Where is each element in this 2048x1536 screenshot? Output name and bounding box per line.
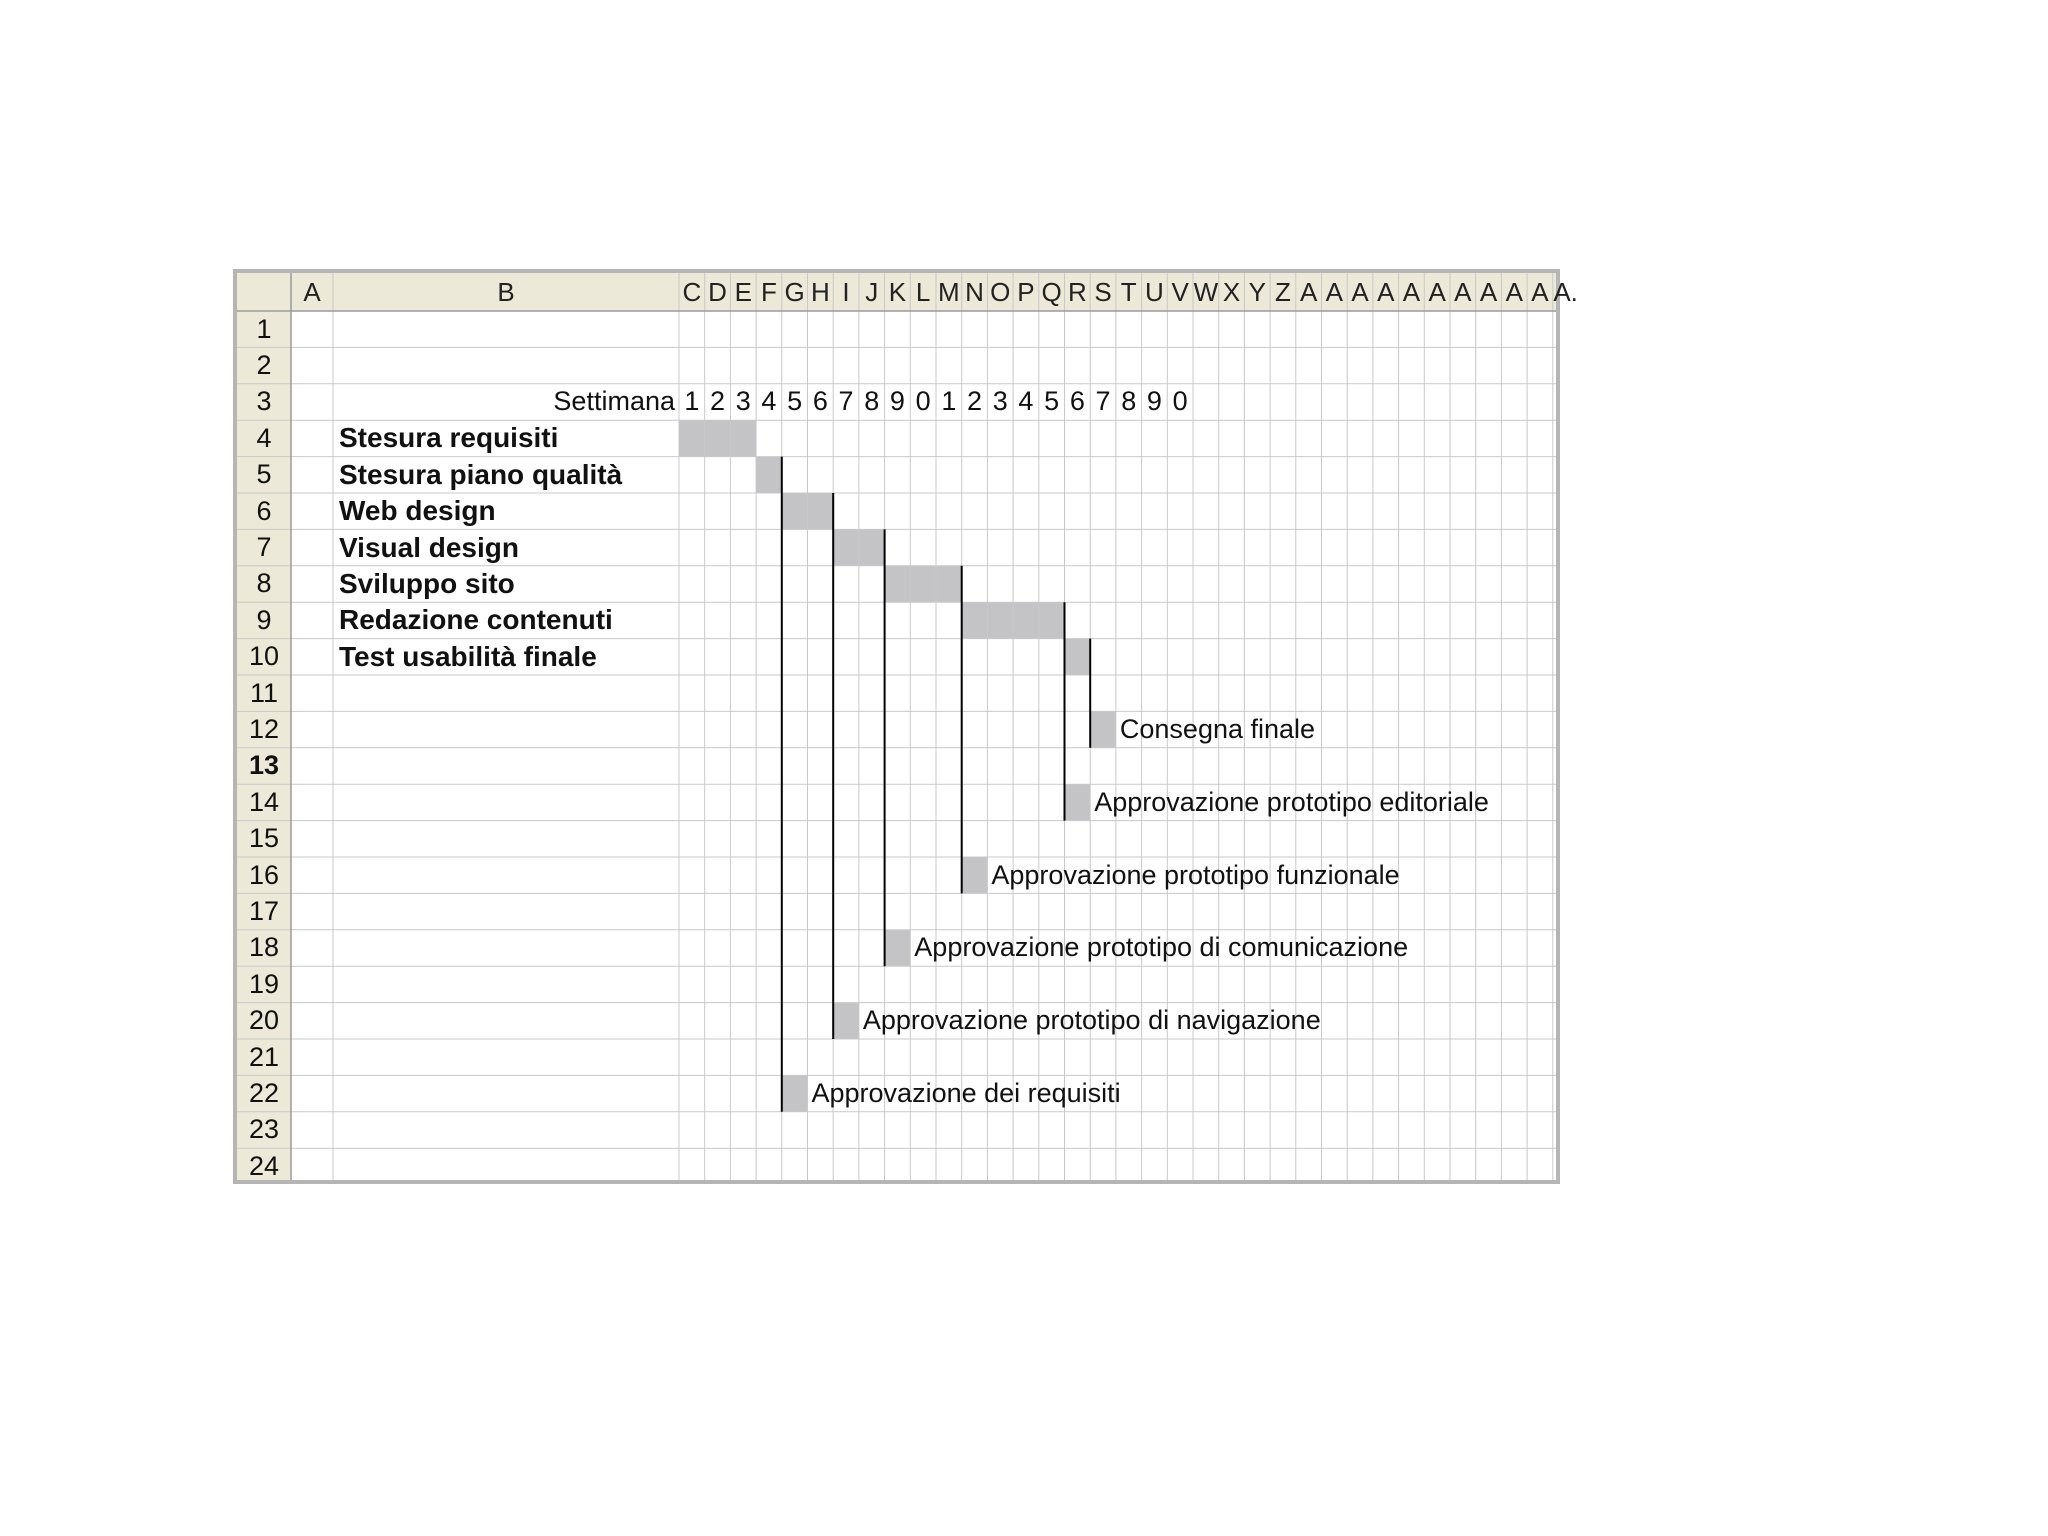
- column-header-cell[interactable]: S: [1094, 277, 1112, 307]
- milestone-label: Approvazione prototipo funzionale: [991, 859, 1400, 890]
- week-number-cell: 1: [941, 386, 957, 417]
- column-header-cell[interactable]: A: [1454, 277, 1472, 307]
- week-number-cell: 7: [838, 386, 854, 417]
- row-header-cell[interactable]: 20: [248, 1005, 280, 1036]
- milestone-marker: [782, 1075, 808, 1111]
- column-header-cell[interactable]: A: [1428, 277, 1446, 307]
- column-header-cell[interactable]: K: [888, 277, 907, 307]
- column-header-cell[interactable]: O: [990, 277, 1011, 307]
- column-header-cell[interactable]: Z: [1274, 277, 1291, 307]
- week-number-cell: 0: [915, 386, 931, 417]
- task-label: Stesura piano qualità: [339, 458, 623, 490]
- column-header-cell[interactable]: A: [1505, 277, 1523, 307]
- task-label: Sviluppo sito: [339, 567, 515, 599]
- column-header-cell[interactable]: X: [1222, 277, 1241, 307]
- milestone-label: Approvazione prototipo di navigazione: [862, 1005, 1321, 1036]
- column-header-cell[interactable]: F: [760, 277, 777, 307]
- week-number-cell: 6: [1069, 386, 1085, 417]
- week-number-cell: 9: [889, 386, 905, 417]
- column-header-cell[interactable]: T: [1120, 277, 1137, 307]
- row-header-cell[interactable]: 7: [256, 532, 272, 563]
- row-header-cell[interactable]: 11: [249, 677, 279, 708]
- week-number-cell: 8: [864, 386, 880, 417]
- column-header-cell[interactable]: U: [1145, 277, 1164, 307]
- milestone-marker: [1065, 784, 1091, 820]
- row-header-cell[interactable]: 5: [256, 459, 272, 490]
- row-header-cell[interactable]: 6: [256, 495, 272, 526]
- column-header-cell[interactable]: M: [938, 277, 960, 307]
- row-header-cell[interactable]: 15: [248, 823, 280, 854]
- row-header-cell[interactable]: 8: [256, 568, 272, 599]
- row-header-cell[interactable]: 16: [248, 859, 280, 890]
- column-header-cell[interactable]: A: [303, 277, 321, 307]
- column-header-cell[interactable]: I: [842, 277, 850, 307]
- row-header-cell[interactable]: 14: [248, 786, 280, 817]
- column-header-cell[interactable]: G: [784, 277, 805, 307]
- column-header-cell[interactable]: A: [1402, 277, 1421, 307]
- row-header-cell[interactable]: 17: [248, 896, 280, 927]
- week-number-cell: 3: [735, 386, 751, 417]
- milestone-marker: [885, 930, 911, 966]
- milestone-label: Approvazione prototipo di comunicazione: [914, 932, 1409, 963]
- week-number-cell: 9: [1146, 386, 1162, 417]
- week-number-cell: 4: [761, 386, 777, 417]
- column-header-cell[interactable]: A: [1377, 277, 1395, 307]
- week-number-cell: 0: [1172, 386, 1188, 417]
- milestone-label: Consegna finale: [1119, 714, 1316, 745]
- column-header-cell[interactable]: E: [734, 277, 752, 307]
- column-header-cell[interactable]: W: [1193, 277, 1219, 307]
- column-header-cell[interactable]: R: [1067, 277, 1087, 307]
- column-header-cell[interactable]: A.: [1553, 277, 1578, 307]
- week-number-cell: 5: [1044, 386, 1060, 417]
- row-header-cell[interactable]: 13: [248, 750, 280, 781]
- column-header-cell[interactable]: Q: [1041, 277, 1062, 307]
- week-number-cell: 1: [684, 386, 700, 417]
- row-header-cell[interactable]: 3: [256, 386, 272, 417]
- milestone-label: Approvazione prototipo editoriale: [1094, 786, 1489, 817]
- week-number-cell: 4: [1018, 386, 1034, 417]
- column-header-cell[interactable]: A: [1299, 277, 1318, 307]
- week-number-cell: 8: [1121, 386, 1137, 417]
- task-bar: [1065, 639, 1091, 675]
- task-label: Web design: [339, 495, 496, 527]
- milestone-marker: [833, 1003, 859, 1039]
- milestone-label: Approvazione dei requisiti: [811, 1078, 1121, 1109]
- column-header-cell[interactable]: Y: [1248, 277, 1266, 307]
- task-label: Stesura requisiti: [339, 422, 559, 454]
- week-header-label: Settimana: [553, 386, 675, 417]
- task-bar: [885, 566, 962, 602]
- week-number-cell: 7: [1095, 386, 1111, 417]
- milestone-marker: [1090, 711, 1116, 747]
- week-number-cell: 5: [787, 386, 803, 417]
- week-number-cell: 2: [710, 386, 726, 417]
- task-bar: [679, 420, 756, 456]
- task-label: Redazione contenuti: [339, 604, 613, 636]
- task-label: Test usabilità finale: [339, 640, 597, 672]
- column-header-cell[interactable]: P: [1017, 277, 1035, 307]
- column-header-cell[interactable]: A: [1531, 277, 1549, 307]
- column-header-cell[interactable]: C: [682, 277, 702, 307]
- column-header-cell[interactable]: V: [1171, 277, 1189, 307]
- column-header-cell[interactable]: J: [865, 277, 879, 307]
- row-header-cell[interactable]: 19: [248, 968, 280, 999]
- row-header-cell[interactable]: 10: [248, 641, 280, 672]
- spreadsheet-gantt-chart: [233, 269, 1578, 1184]
- row-header-cell[interactable]: 9: [256, 604, 272, 635]
- milestone-marker: [962, 857, 988, 893]
- task-bar: [756, 457, 782, 493]
- task-label: Visual design: [339, 531, 519, 563]
- row-header-cell[interactable]: 18: [248, 932, 280, 963]
- column-header-cell[interactable]: A: [1325, 277, 1344, 307]
- row-header-cell[interactable]: 12: [248, 714, 280, 745]
- row-header-cell[interactable]: 2: [256, 350, 272, 381]
- week-number-cell: 2: [967, 386, 983, 417]
- row-header-cell[interactable]: 1: [256, 313, 272, 344]
- column-header-cell[interactable]: L: [915, 277, 931, 307]
- column-header-cell[interactable]: B: [497, 277, 515, 307]
- row-header-cell[interactable]: 22: [248, 1078, 280, 1109]
- column-header-cell[interactable]: A: [1351, 277, 1369, 307]
- column-header-cell[interactable]: D: [708, 277, 727, 307]
- row-header-cell[interactable]: 24: [248, 1150, 280, 1181]
- column-header-cell[interactable]: N: [965, 277, 984, 307]
- column-header-cell[interactable]: H: [810, 277, 830, 307]
- row-header-cell[interactable]: 23: [248, 1114, 280, 1145]
- week-number-cell: 6: [812, 386, 828, 417]
- row-header-cell[interactable]: 21: [248, 1041, 280, 1072]
- column-header-cell[interactable]: A: [1479, 277, 1498, 307]
- week-number-cell: 3: [992, 386, 1008, 417]
- row-header-cell[interactable]: 4: [256, 422, 272, 453]
